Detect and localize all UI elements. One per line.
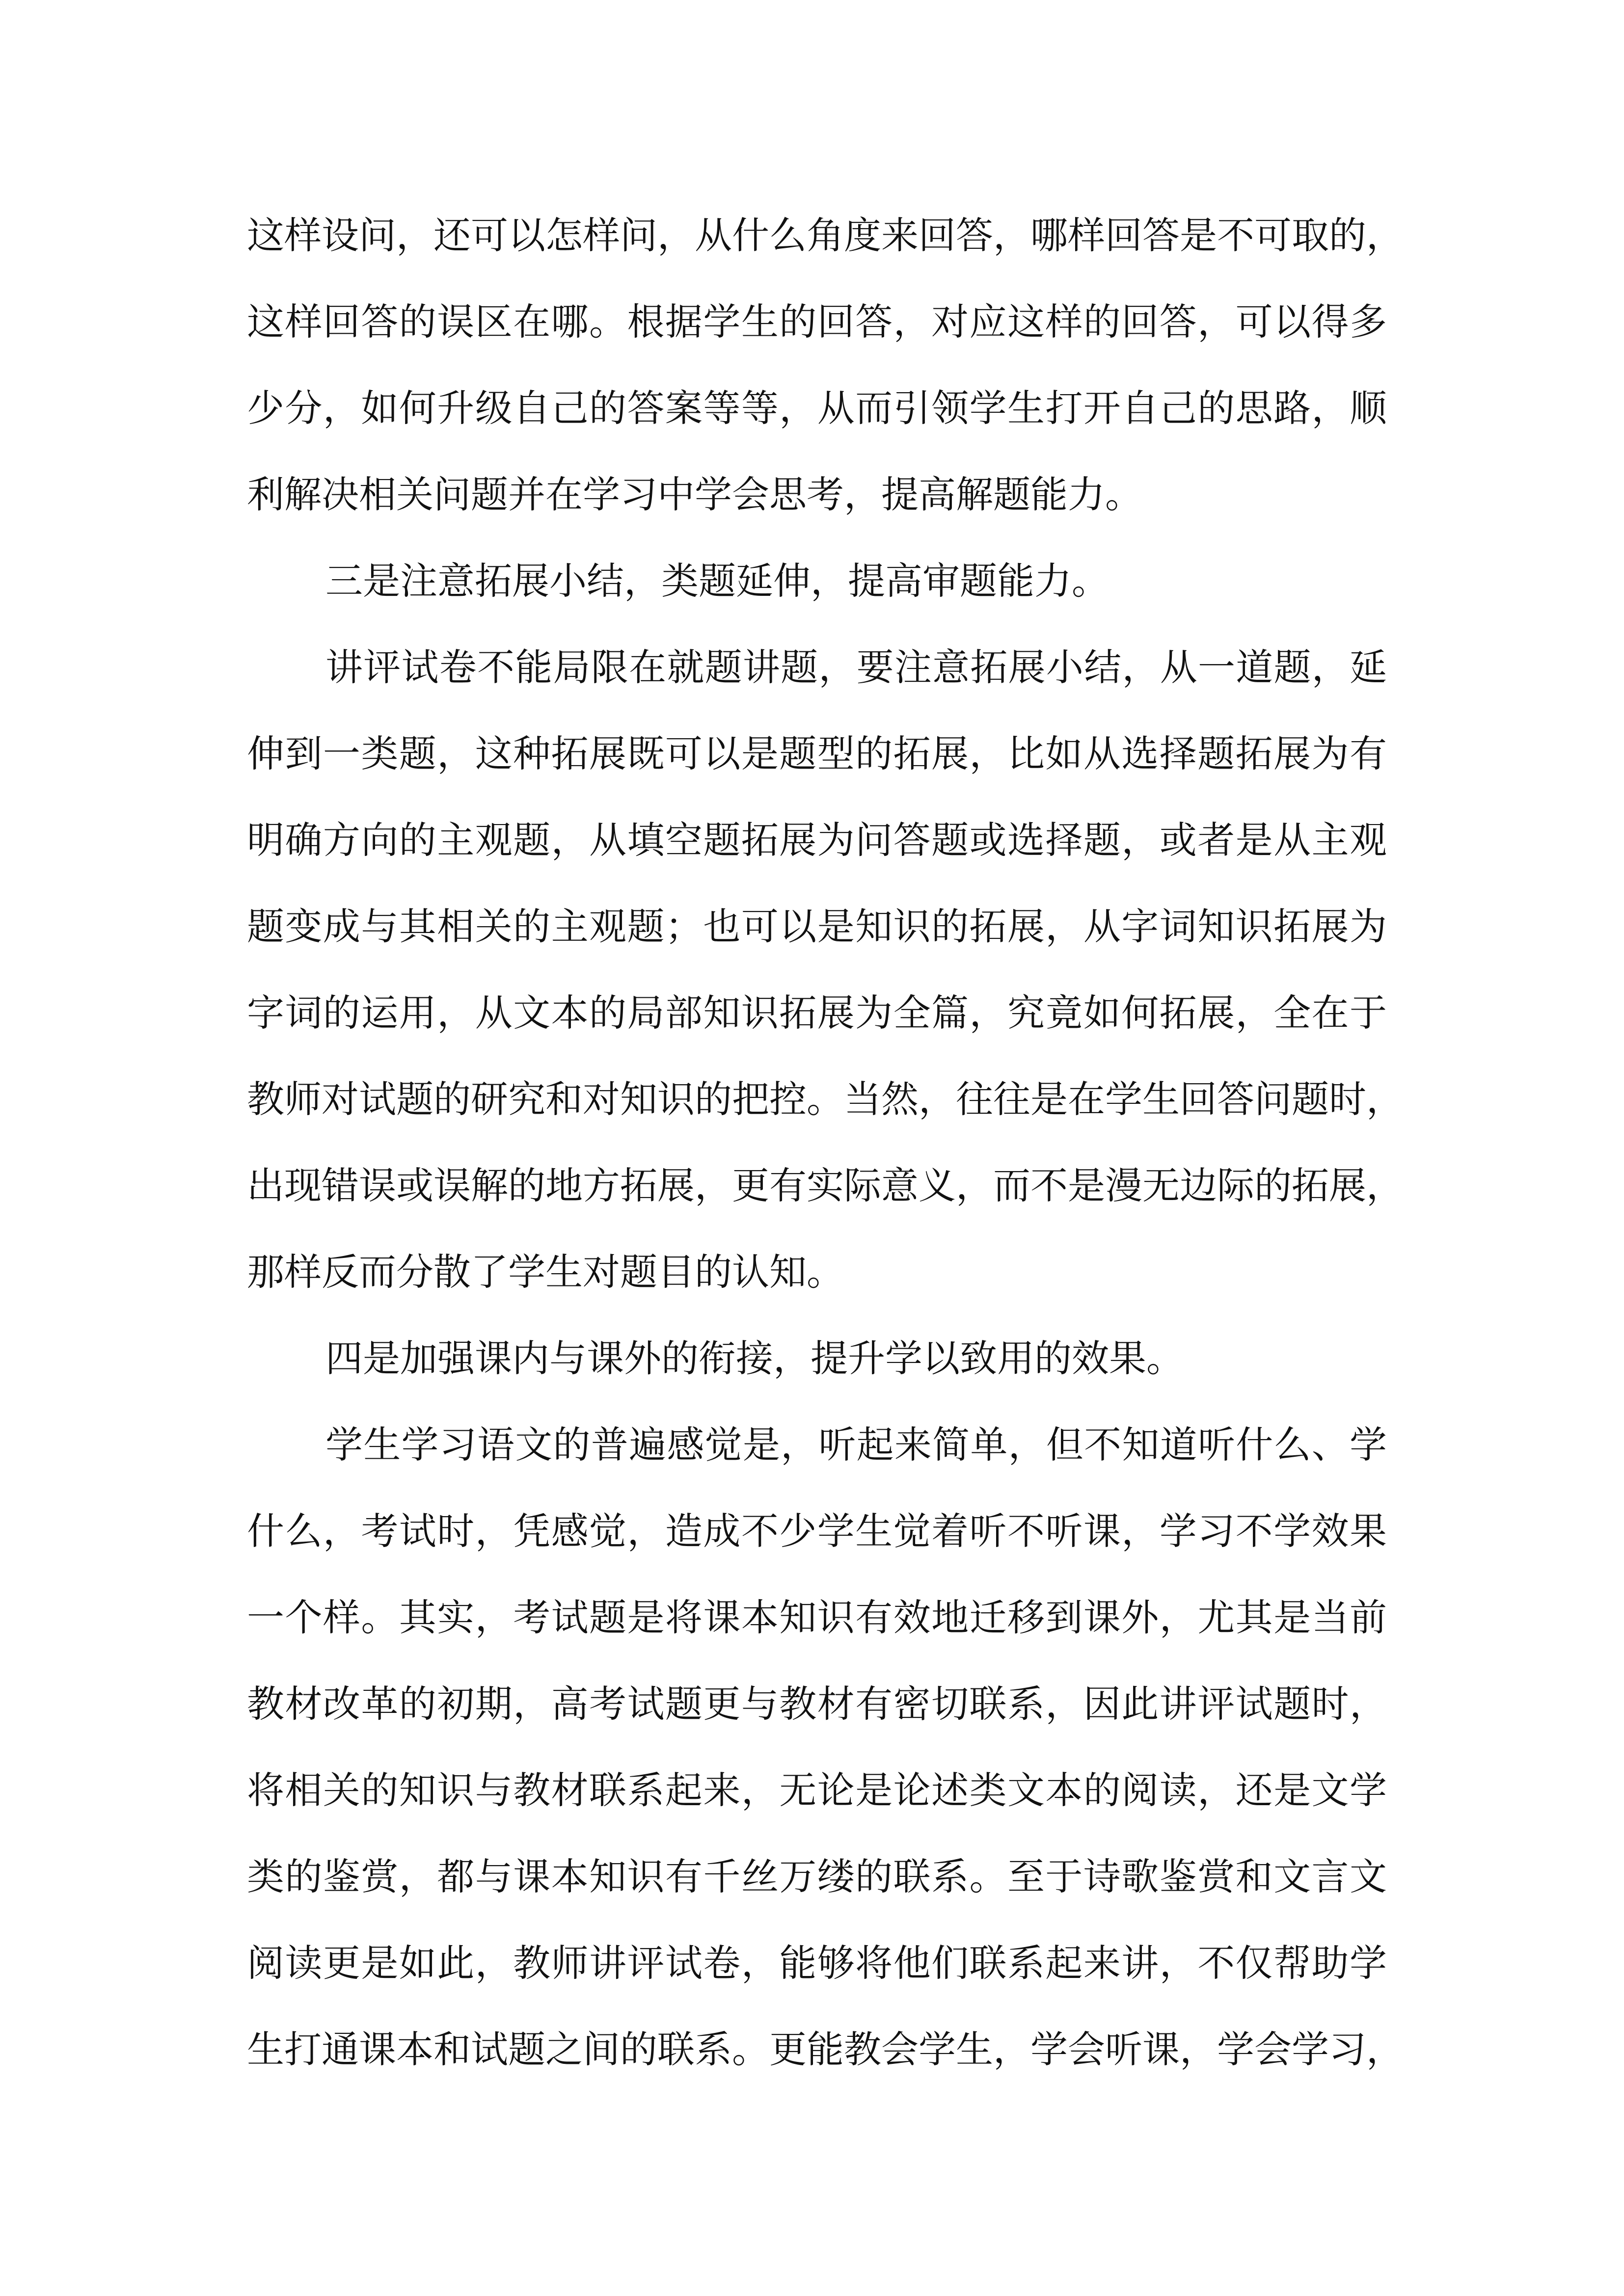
text-line: 少分，如何升级自己的答案等等，从而引领学生打开自己的思路，顺 — [247, 386, 1387, 430]
text-line: 教师对试题的研究和对知识的把控。当然，往往是在学生回答问题时， — [247, 1077, 1404, 1121]
text-line: 那样反而分散了学生对题目的认知。 — [247, 1250, 844, 1294]
text-line: 出现错误或误解的地方拓展，更有实际意义，而不是漫无边际的拓展， — [247, 1164, 1404, 1207]
text-line: 题变成与其相关的主观题；也可以是知识的拓展，从字词知识拓展为 — [247, 905, 1387, 948]
text-line: 生打通课本和试题之间的联系。更能教会学生，学会听课，学会学习， — [247, 2028, 1404, 2071]
text-line: 明确方向的主观题，从填空题拓展为问答题或选择题，或者是从主观 — [247, 818, 1387, 862]
text-line: 伸到一类题，这种拓展既可以是题型的拓展，比如从选择题拓展为有 — [247, 732, 1387, 775]
text-line: 阅读更是如此，教师讲评试卷，能够将他们联系起来讲，不仅帮助学 — [247, 1941, 1387, 1985]
text-line: 一个样。其实，考试题是将课本知识有效地迁移到课外，尤其是当前 — [247, 1596, 1387, 1639]
text-line: 教材改革的初期，高考试题更与教材有密切联系，因此讲评试题时， — [247, 1682, 1387, 1726]
section-heading: 四是加强课内与课外的衔接，提升学以致用的效果。 — [325, 1336, 1184, 1380]
text-line: 学生学习语文的普遍感觉是，听起来简单，但不知道听什么、学 — [325, 1423, 1387, 1467]
text-line: 将相关的知识与教材联系起来，无论是论述类文本的阅读，还是文学 — [247, 1768, 1387, 1812]
text-line: 这样设问，还可以怎样问，从什么角度来回答，哪样回答是不可取的， — [247, 214, 1404, 257]
text-line: 利解决相关问题并在学习中学会思考，提高解题能力。 — [247, 473, 1142, 516]
text-line: 字词的运用，从文本的局部知识拓展为全篇，究竟如何拓展，全在于 — [247, 991, 1387, 1035]
text-line: 这样回答的误区在哪。根据学生的回答，对应这样的回答，可以得多 — [247, 300, 1387, 344]
section-heading: 三是注意拓展小结，类题延伸，提高审题能力。 — [325, 559, 1109, 603]
text-line: 什么，考试时，凭感觉，造成不少学生觉着听不听课，学习不学效果 — [247, 1509, 1387, 1553]
text-line: 类的鉴赏，都与课本知识有千丝万缕的联系。至于诗歌鉴赏和文言文 — [247, 1855, 1387, 1898]
document-body — [247, 192, 1404, 2093]
text-line: 讲评试卷不能局限在就题讲题，要注意拓展小结，从一道题，延 — [325, 645, 1387, 689]
